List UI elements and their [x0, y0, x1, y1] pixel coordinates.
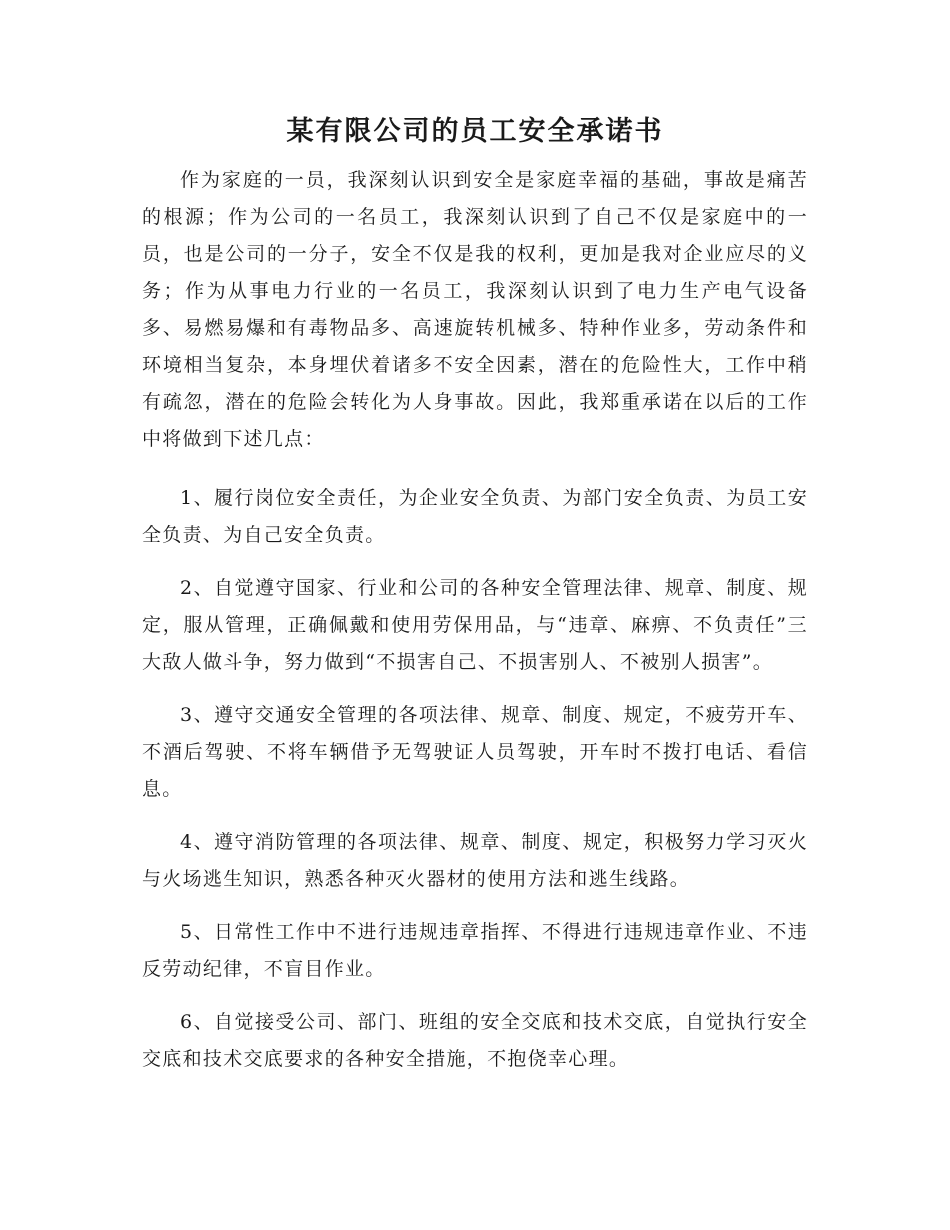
commitment-item-6: 6、自觉接受公司、部门、班组的安全交底和技术交底，自觉执行安全交底和技术交底要求的各种安全措施，不抱侥幸心理。: [142, 1011, 808, 1070]
document-title: 某有限公司的员工安全承诺书: [286, 116, 664, 147]
commitment-item-5: 5、日常性工作中不进行违规违章指挥、不得进行违规违章作业、不违反劳动纪律，不盲目作业。: [142, 921, 808, 980]
commitment-item-4: 4、遵守消防管理的各项法律、规章、制度、规定，积极努力学习灭火与火场逃生知识，熟悉各种灭火器材的使用方法和逃生线路。: [142, 831, 808, 890]
document-body: [142, 162, 808, 1094]
commitment-item-3: 3、遵守交通安全管理的各项法律、规章、制度、规定，不疲劳开车、不酒后驾驶、不将车辆借予无驾驶证人员驾驶，开车时不拨打电话、看信息。: [142, 704, 808, 800]
commitment-item-2: 2、自觉遵守国家、行业和公司的各种安全管理法律、规章、制度、规定，服从管理，正确佩戴和使用劳保用品，与“违章、麻痹、不负责任”三大敌人做斗争，努力做到“不损害自己、不损害别人、不被别人损害”。: [142, 577, 808, 673]
commitment-item-1: 1、履行岗位安全责任，为企业安全负责、为部门安全负责、为员工安全负责、为自己安全负责。: [142, 487, 808, 546]
intro-paragraph: 作为家庭的一员，我深刻认识到安全是家庭幸福的基础，事故是痛苦的根源；作为公司的一名员工，我深刻认识到了自己不仅是家庭中的一员，也是公司的一分子，安全不仅是我的权利，更加是我对企业应尽的义务；作为从事电力行业的一名员工，我深刻认识到了电力生产电气设备多、易燃易爆和有毒物品多、高速旋转机械多、特种作业多，劳动条件和环境相当复杂，本身埋伏着诸多不安全因素，潜在的危险性大，工作中稍有疏忽，潜在的危险会转化为人身事故。因此，我郑重承诺在以后的工作中将做到下述几点：: [142, 169, 808, 450]
